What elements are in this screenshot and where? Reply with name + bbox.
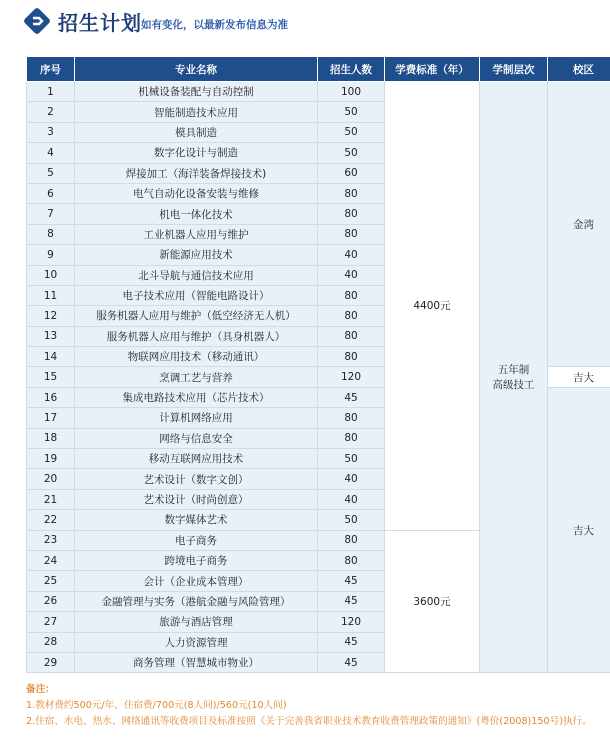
major-name: 北斗导航与通信技术应用	[75, 265, 318, 285]
notes-section	[26, 682, 592, 730]
row-number: 23	[27, 530, 75, 550]
enrollment-count: 80	[318, 306, 385, 326]
major-name: 模具制造	[75, 122, 318, 142]
column-header-count: 招生人数	[318, 57, 385, 82]
major-name: 电子技术应用（智能电路设计）	[75, 285, 318, 305]
major-name: 跨境电子商务	[75, 550, 318, 570]
enrollment-count: 45	[318, 571, 385, 591]
major-name: 艺术设计（数字文创）	[75, 469, 318, 489]
page-header	[0, 0, 610, 44]
enrollment-count: 45	[318, 387, 385, 407]
enrollment-count: 100	[318, 82, 385, 102]
enrollment-count: 80	[318, 347, 385, 367]
column-header-level: 学制层次	[480, 57, 548, 82]
enrollment-count: 80	[318, 550, 385, 570]
enrollment-count: 80	[318, 204, 385, 224]
row-number: 10	[27, 265, 75, 285]
enrollment-count: 80	[318, 285, 385, 305]
enrollment-count: 40	[318, 265, 385, 285]
major-name: 机电一体化技术	[75, 204, 318, 224]
major-name: 烹调工艺与营养	[75, 367, 318, 387]
enrollment-count: 40	[318, 489, 385, 509]
enrollment-count: 120	[318, 612, 385, 632]
tuition-fee-cell: 4400元	[385, 82, 480, 531]
notes-heading: 备注：	[26, 684, 55, 695]
enrollment-count: 60	[318, 163, 385, 183]
row-number: 6	[27, 183, 75, 203]
major-name: 集成电路技术应用（芯片技术）	[75, 387, 318, 407]
campus-cell: 吉大	[548, 367, 610, 387]
logo-icon	[24, 8, 50, 34]
major-name: 数字化设计与制造	[75, 143, 318, 163]
major-name: 商务管理（智慧城市物业）	[75, 652, 318, 672]
major-name: 机械设备装配与自动控制	[75, 82, 318, 102]
row-number: 27	[27, 612, 75, 632]
campus-cell: 吉大	[548, 387, 610, 672]
major-name: 金融管理与实务（港航金融与风险管理）	[75, 591, 318, 611]
enrollment-count: 50	[318, 449, 385, 469]
row-number: 15	[27, 367, 75, 387]
row-number: 28	[27, 632, 75, 652]
row-number: 25	[27, 571, 75, 591]
major-name: 工业机器人应用与维护	[75, 224, 318, 244]
page-title: 招生计划	[58, 11, 142, 35]
tuition-fee-cell: 3600元	[385, 530, 480, 673]
program-level-line: 五年制	[497, 364, 530, 377]
notes-line: 1.教材费约500元/年，住宿费/700元(8人间)/560元(10人间)	[26, 700, 287, 711]
enrollment-count: 50	[318, 102, 385, 122]
enrollment-count: 80	[318, 408, 385, 428]
enrollment-count: 45	[318, 652, 385, 672]
program-level-cell	[480, 82, 548, 673]
enrollment-count: 80	[318, 530, 385, 550]
column-header-fee: 学费标准（年）	[385, 57, 480, 82]
major-name: 新能源应用技术	[75, 245, 318, 265]
row-number: 24	[27, 550, 75, 570]
major-name: 服务机器人应用与维护（具身机器人）	[75, 326, 318, 346]
row-number: 16	[27, 387, 75, 407]
row-number: 11	[27, 285, 75, 305]
column-header-no: 序号	[27, 57, 75, 82]
row-number: 29	[27, 652, 75, 672]
row-number: 5	[27, 163, 75, 183]
major-name: 数字媒体艺术	[75, 510, 318, 530]
major-name: 人力资源管理	[75, 632, 318, 652]
major-name: 服务机器人应用与维护（低空经济无人机）	[75, 306, 318, 326]
major-name: 旅游与酒店管理	[75, 612, 318, 632]
major-name: 电气自动化设备安装与维修	[75, 183, 318, 203]
row-number: 2	[27, 102, 75, 122]
row-number: 21	[27, 489, 75, 509]
row-number: 9	[27, 245, 75, 265]
enrollment-table	[26, 56, 610, 673]
enrollment-count: 40	[318, 245, 385, 265]
row-number: 8	[27, 224, 75, 244]
row-number: 12	[27, 306, 75, 326]
major-name: 物联网应用技术（移动通讯）	[75, 347, 318, 367]
major-name: 计算机网络应用	[75, 408, 318, 428]
major-name: 网络与信息安全	[75, 428, 318, 448]
row-number: 1	[27, 82, 75, 102]
enrollment-count: 50	[318, 510, 385, 530]
major-name: 艺术设计（时尚创意）	[75, 489, 318, 509]
row-number: 4	[27, 143, 75, 163]
major-name: 电子商务	[75, 530, 318, 550]
row-number: 19	[27, 449, 75, 469]
notes-line: 2.住宿、水电、热水、网络通讯等收费项目及标准按照《关于完善我省职业技术教育收费管理政策的通知》(粤价(2008)150号)执行。	[26, 716, 592, 727]
page-subtitle: 如有变化，以最新发布信息为准	[141, 19, 288, 31]
row-number: 20	[27, 469, 75, 489]
enrollment-count: 45	[318, 591, 385, 611]
table-row	[27, 82, 610, 102]
enrollment-count: 50	[318, 143, 385, 163]
major-name: 会计（企业成本管理）	[75, 571, 318, 591]
row-number: 26	[27, 591, 75, 611]
enrollment-count: 80	[318, 183, 385, 203]
major-name: 智能制造技术应用	[75, 102, 318, 122]
row-number: 3	[27, 122, 75, 142]
enrollment-count: 80	[318, 428, 385, 448]
row-number: 22	[27, 510, 75, 530]
program-level-line: 高级技工	[492, 379, 535, 392]
enrollment-count: 80	[318, 224, 385, 244]
row-number: 7	[27, 204, 75, 224]
row-number: 18	[27, 428, 75, 448]
column-header-campus: 校区	[548, 57, 610, 82]
enrollment-count: 40	[318, 469, 385, 489]
campus-cell: 金湾	[548, 82, 610, 367]
row-number: 13	[27, 326, 75, 346]
enrollment-count: 120	[318, 367, 385, 387]
major-name: 移动互联网应用技术	[75, 449, 318, 469]
major-name: 焊接加工（海洋装备焊接技术)	[75, 163, 318, 183]
column-header-major: 专业名称	[75, 57, 318, 82]
table-header-row	[27, 57, 610, 82]
row-number: 14	[27, 347, 75, 367]
enrollment-count: 45	[318, 632, 385, 652]
row-number: 17	[27, 408, 75, 428]
enrollment-count: 80	[318, 326, 385, 346]
enrollment-count: 50	[318, 122, 385, 142]
